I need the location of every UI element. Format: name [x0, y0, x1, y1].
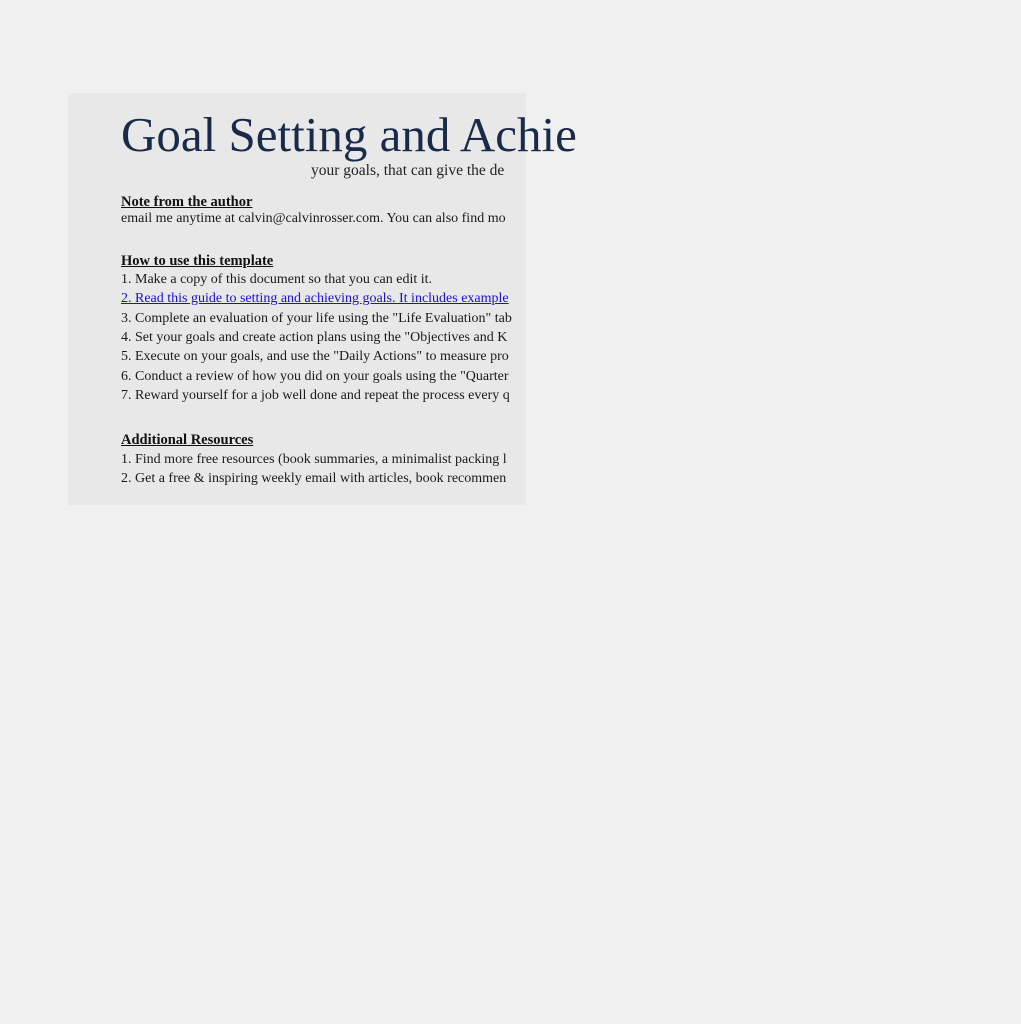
step-3: 3. Complete an evaluation of your life using the "Life Evaluation" tab: [121, 311, 512, 326]
note-heading: Note from the author: [121, 194, 253, 210]
page-subtitle: your goals, that can give the de: [311, 162, 505, 179]
resource-1: 1. Find more free resources (book summaries, a minimalist packing l: [121, 452, 507, 467]
step-5: 5. Execute on your goals, and use the "Daily Actions" to measure pro: [121, 349, 509, 364]
step-2-guide-link[interactable]: 2. Read this guide to setting and achieving goals. It includes example: [121, 291, 509, 306]
step-6: 6. Conduct a review of how you did on your goals using the "Quarter: [121, 369, 509, 384]
step-4: 4. Set your goals and create action plans using the "Objectives and K: [121, 330, 508, 345]
resource-2: 2. Get a free & inspiring weekly email with articles, book recommen: [121, 471, 507, 486]
step-7: 7. Reward yourself for a job well done and repeat the process every q: [121, 388, 510, 403]
step-1: 1. Make a copy of this document so that you can edit it.: [121, 272, 433, 287]
how-to-heading: How to use this template: [121, 253, 274, 269]
page-title: Goal Setting and Achie: [121, 107, 577, 162]
note-text: email me anytime at calvin@calvinrosser.com. You can also find mo: [121, 211, 506, 226]
spreadsheet-area: [68, 93, 577, 505]
resources-heading: Additional Resources: [121, 432, 254, 448]
